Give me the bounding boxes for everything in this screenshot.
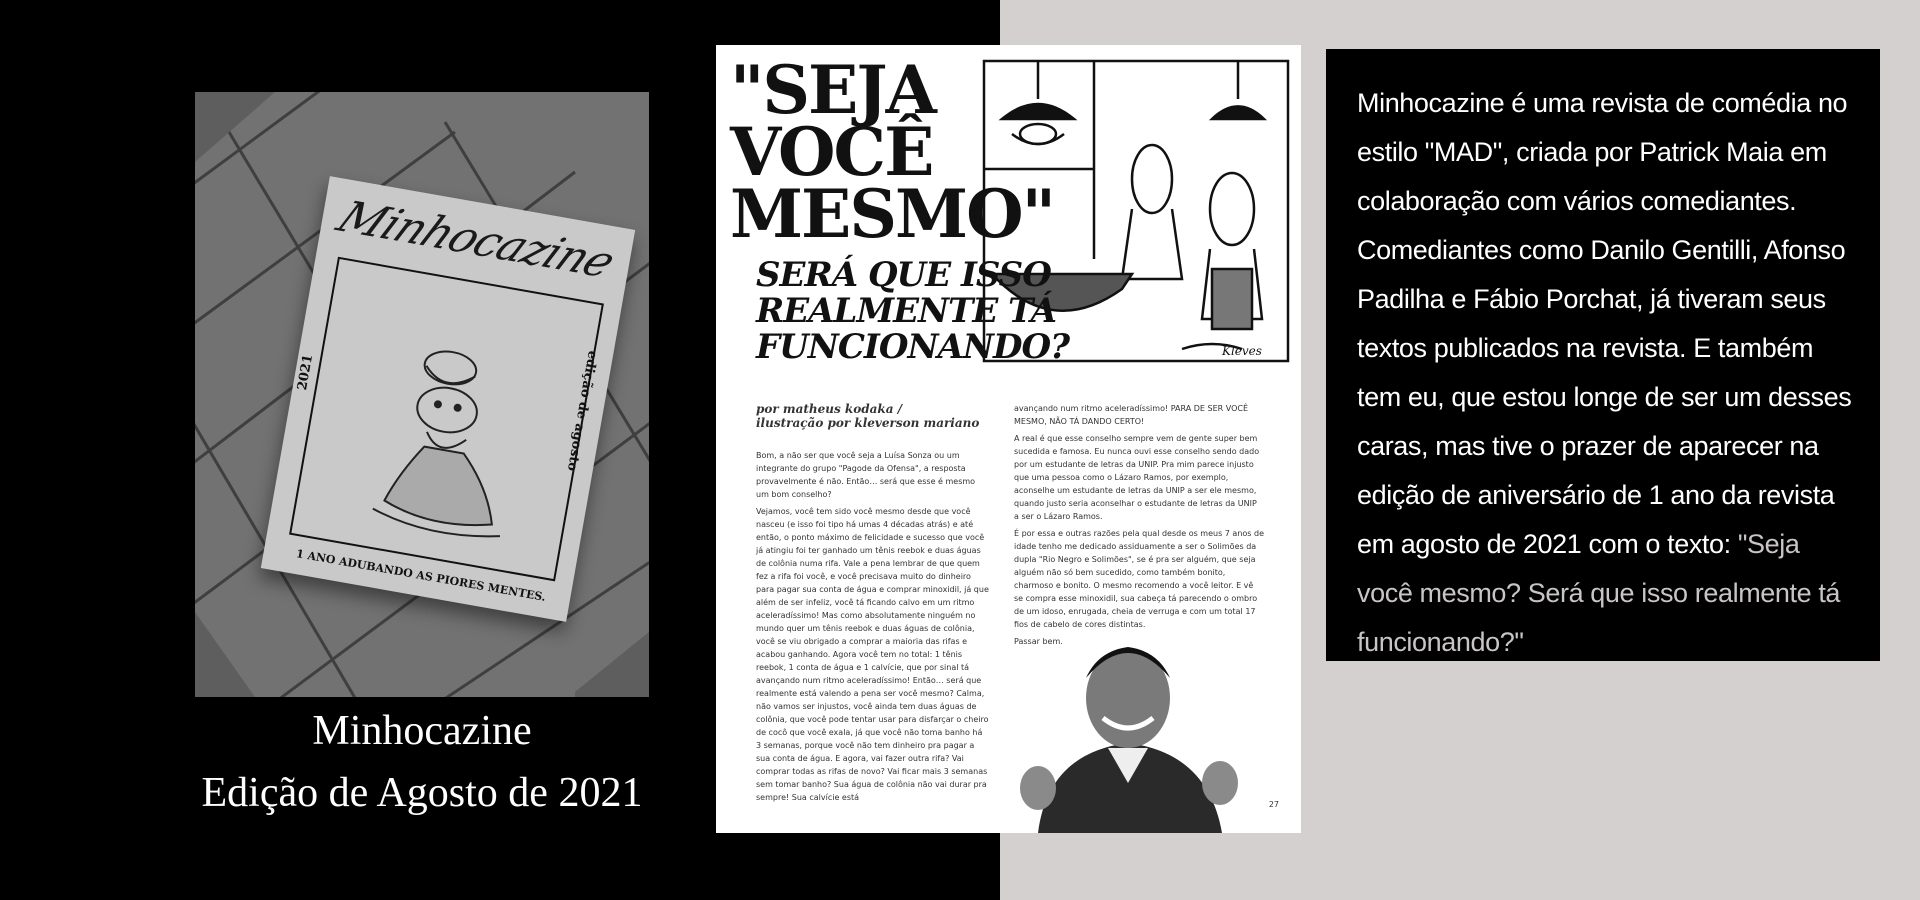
description-quote: "Seja você mesmo? Será que isso realmente tá funcionando?" <box>1357 529 1841 657</box>
cover-illustration <box>350 328 542 553</box>
cover-tagline: 1 ANO ADUBANDO AS PIORES MENTES. <box>295 547 547 604</box>
page-number: 27 <box>1268 800 1279 809</box>
article-right-column <box>1014 402 1264 652</box>
cover-caption <box>170 700 674 824</box>
headline-line-1: "SEJA <box>730 51 935 129</box>
article-subheadline <box>756 257 1076 365</box>
caption-title: Minhocazine <box>312 708 532 754</box>
magazine-cover-photo <box>195 92 649 697</box>
caption-subtitle: Edição de Agosto de 2021 <box>201 770 643 816</box>
subheadline-line-3: FUNCIONANDO? <box>756 327 1070 367</box>
article-left-column <box>756 449 990 808</box>
article-byline <box>756 402 996 430</box>
right-paragraph-4: Passar bem. <box>1014 637 1063 646</box>
cover-year: 2021 <box>295 353 317 392</box>
right-paragraph-3: É por essa e outras razões pela qual desde os meus 7 anos de idade tenho me dedicado assiduamente a ser o Solimões da dupla "Rio Negro e Solimões", se é pra ser alguém, que seja alguém não só bem sucedido, como também bonito, charmoso e bonito. O mesmo recomendo a você leitor. E vê se compra esse minoxidil, sua cabeça tá parecendo o ombro de um idoso, enrugada, cheia de verruga e com um total 17 fios de cabelo de cores distintas. <box>1014 529 1264 629</box>
article-page <box>716 45 1301 833</box>
byline-illustrator: ilustração por kleverson mariano <box>756 416 980 430</box>
cover-edition: edição de agosto <box>564 349 600 473</box>
description-text <box>1357 79 1857 667</box>
left-paragraph-2: Vejamos, você tem sido você mesmo desde que você nasceu (e isso foi tipo há umas 4 décadas atrás) e até então, o ponto máximo de felicidade e sucesso que você já atingiu foi ter ganhado um tênis reebok e duas águas de colônia numa rifa. Vale a pena lembrar de que quem fez a rifa foi você, e você precisava muito do dinheiro para pagar sua conta de água e comprar minoxidil, já que além de ser infeliz, você tá ficando calvo em um ritmo aceleradíssimo! Mas como absolutamente ninguém no mundo quer um tênis reebok e duas águas de colônia, você se viu obrigado a comprar a maioria das rifas e acabou ganhando. Agora você tem no total: 1 tênis reebok, 1 conta de água e 1 calvície, que por sinal tá avançando num ritmo aceleradíssimo! Então… será que realmente está valendo a pena ser você mesmo? Calma, não vamos ser injustos, você ainda tem duas águas de colônia, que você pode tentar usar para disfarçar o cheiro de cocô que você exala, já que você não toma banho há 3 semanas, porque você não tem dinheiro pra pagar a sua conta de água. E agora, vai fazer outra rifa? Vai comprar todas as rifas de novo? Vai ficar mais 3 semanas sem tomar banho? Sua água de colônia não vai durar pra sempre! Sua calvície está <box>756 507 989 802</box>
subheadline-line-1: SERÁ QUE ISSO <box>756 255 1051 295</box>
right-paragraph-1: avançando num ritmo aceleradíssimo! PARA DE SER VOCÊ MESMO, NÃO TÁ DANDO CERTO! <box>1014 404 1249 426</box>
illustrator-signature: Kleves <box>1222 344 1262 358</box>
subheadline-line-2: REALMENTE TÁ <box>756 291 1056 331</box>
left-paragraph-1: Bom, a não ser que você seja a Luísa Sonza ou um integrante do grupo "Pagode da Ofensa", a resposta provavelmente é não. Então… será que esse é mesmo um bom conselho? <box>756 451 976 499</box>
magazine-logo: Minhocazine <box>328 192 624 288</box>
celebrity-photo <box>1008 623 1248 833</box>
right-paragraph-2: A real é que esse conselho sempre vem de gente super bem sucedida e famosa. Eu nunca ouvi esse conselho sendo dado por um estudante de letras da UNIP. Pra mim parece injusto que uma pessoa como o Lázaro Ramos, por exemplo, aconselhe um estudante de letras da UNIP a ser ele mesmo, quando justo seria aconselhar o estudante de letras da UNIP a ser o Lázaro Ramos. <box>1014 434 1260 521</box>
byline-author: por matheus kodaka / <box>756 402 903 416</box>
headline-line-2: VOCÊ <box>730 113 933 191</box>
description-intro: Minhocazine é uma revista de comédia no estilo "MAD", criada por Patrick Maia em colaboração com vários comediantes. Comediantes como Danilo Gentilli, Afonso Padilha e Fábio Porchat, já tiveram seus textos publicados na revista. E também tem eu, que estou longe de ser um desses caras, mas tive o prazer de aparecer na edição de aniversário de 1 ano da revista em agosto de 2021 com o texto: <box>1357 88 1852 559</box>
description-box <box>1326 49 1880 661</box>
headline-line-3: MESMO" <box>730 175 1054 253</box>
